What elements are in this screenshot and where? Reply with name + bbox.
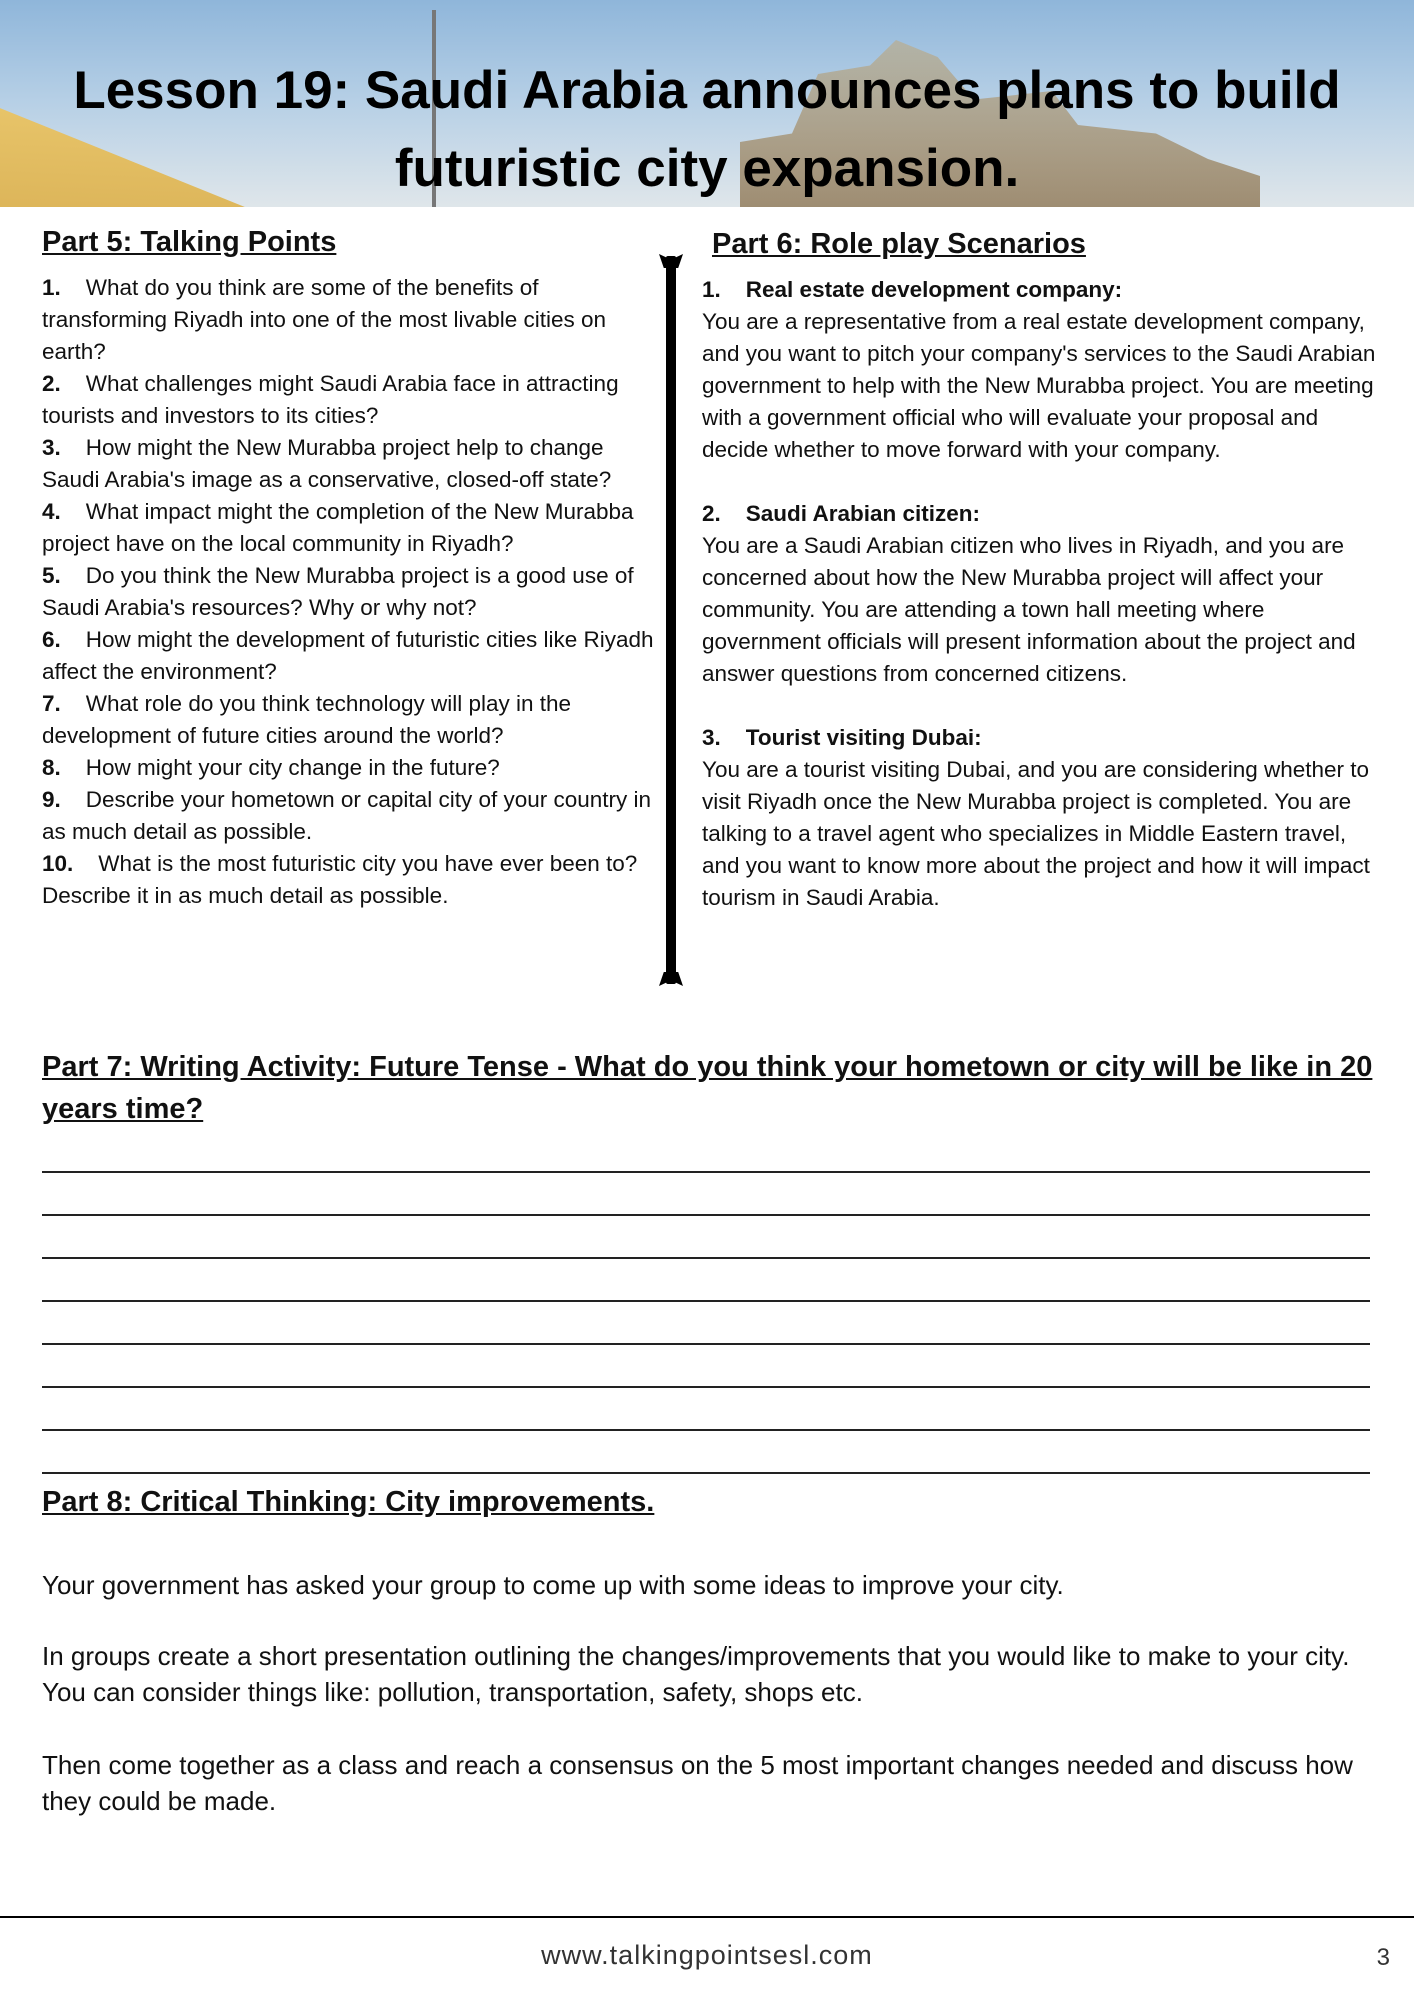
talking-point — [42, 272, 662, 368]
talking-point — [42, 848, 662, 912]
talking-point — [42, 752, 662, 784]
talking-points-list — [42, 272, 662, 912]
scenario-title: Saudi Arabian citizen: — [745, 501, 980, 526]
item-number: 6. — [42, 627, 61, 652]
scenario-text: You are a Saudi Arabian citizen who lives in Riyadh, and you are concerned about how the New Murabba project will affect your community. You are attending a town hall meeting where government officials will present information about the project and answer questions from concerned citizens. — [702, 533, 1356, 686]
page-title: Lesson 19: Saudi Arabia announces plans to build futuristic city expansion. — [73, 61, 1341, 198]
item-number: 7. — [42, 691, 61, 716]
item-number: 3. — [702, 725, 721, 750]
scenario-text: You are a representative from a real estate development company, and you want to pitch your company's services to the Saudi Arabian government to help with the New Murabba project. You are meeting with a government official who will evaluate your proposal and decide whether to move forward with your company. — [702, 309, 1376, 462]
item-number: 4. — [42, 499, 61, 524]
item-number: 1. — [42, 275, 61, 300]
scenario-title: Tourist visiting Dubai: — [745, 725, 982, 750]
part7-heading: Part 7: Writing Activity: Future Tense - What do you think your hometown or city will be like in 20 years time? — [42, 1051, 1373, 1125]
item-number: 2. — [702, 501, 721, 526]
item-text: What role do you think technology will play in the development of future cities around the world? — [42, 691, 572, 748]
item-text: What is the most futuristic city you have ever been to? Describe it in as much detail as possible. — [42, 851, 638, 908]
writing-lines[interactable] — [42, 1130, 1370, 1474]
page-number: 3 — [1376, 1944, 1390, 1971]
role-play-list — [702, 274, 1382, 946]
item-number: 3. — [42, 435, 61, 460]
part8-paragraph: Your government has asked your group to come up with some ideas to improve your city. — [42, 1570, 1064, 1600]
item-text: How might the development of futuristic cities like Riyadh affect the environment? — [42, 627, 654, 684]
item-number: 8. — [42, 755, 61, 780]
talking-point — [42, 624, 662, 688]
column-divider — [666, 256, 676, 984]
part6-heading: Part 6: Role play Scenarios — [712, 228, 1086, 260]
item-number: 5. — [42, 563, 61, 588]
item-number: 1. — [702, 277, 721, 302]
talking-point — [42, 688, 662, 752]
talking-point — [42, 432, 662, 496]
role-play-scenario — [702, 498, 1382, 690]
item-text: Describe your hometown or capital city of your country in as much detail as possible. — [42, 787, 652, 844]
item-text: How might your city change in the future? — [85, 755, 500, 780]
item-text: Do you think the New Murabba project is a good use of Saudi Arabia's resources? Why or why not? — [42, 563, 634, 620]
part8-paragraph: In groups create a short presentation outlining the changes/improvements that you would like to make to your city. You can consider things like: pollution, transportation, safety, shops etc. — [42, 1641, 1350, 1707]
footer-url[interactable]: www.talkingpointsesl.com — [541, 1940, 873, 1970]
scenario-title: Real estate development company: — [745, 277, 1123, 302]
talking-point — [42, 496, 662, 560]
part5-heading: Part 5: Talking Points — [42, 226, 337, 258]
role-play-scenario — [702, 274, 1382, 466]
footer-divider — [0, 1916, 1414, 1918]
scenario-text: You are a tourist visiting Dubai, and you are considering whether to visit Riyadh once the New Murabba project is completed. You are talking to a travel agent who specializes in Middle Eastern travel, and you want to know more about the project and how it will impact tourism in Saudi Arabia. — [702, 757, 1370, 910]
role-play-scenario — [702, 722, 1382, 914]
item-number: 2. — [42, 371, 61, 396]
header-banner — [0, 0, 1414, 207]
talking-point — [42, 560, 662, 624]
item-text: What do you think are some of the benefits of transforming Riyadh into one of the most livable cities on earth? — [42, 275, 607, 364]
item-text: What impact might the completion of the New Murabba project have on the local community in Riyadh? — [42, 499, 634, 556]
item-text: What challenges might Saudi Arabia face in attracting tourists and investors to its cities? — [42, 371, 619, 428]
item-number: 9. — [42, 787, 61, 812]
talking-point — [42, 368, 662, 432]
part8-heading: Part 8: Critical Thinking: City improvements. — [42, 1486, 655, 1518]
talking-point — [42, 784, 662, 848]
item-number: 10. — [42, 851, 74, 876]
item-text: How might the New Murabba project help to change Saudi Arabia's image as a conservative, closed-off state? — [42, 435, 612, 492]
part8-paragraph: Then come together as a class and reach a consensus on the 5 most important changes needed and discuss how they could be made. — [42, 1750, 1353, 1816]
